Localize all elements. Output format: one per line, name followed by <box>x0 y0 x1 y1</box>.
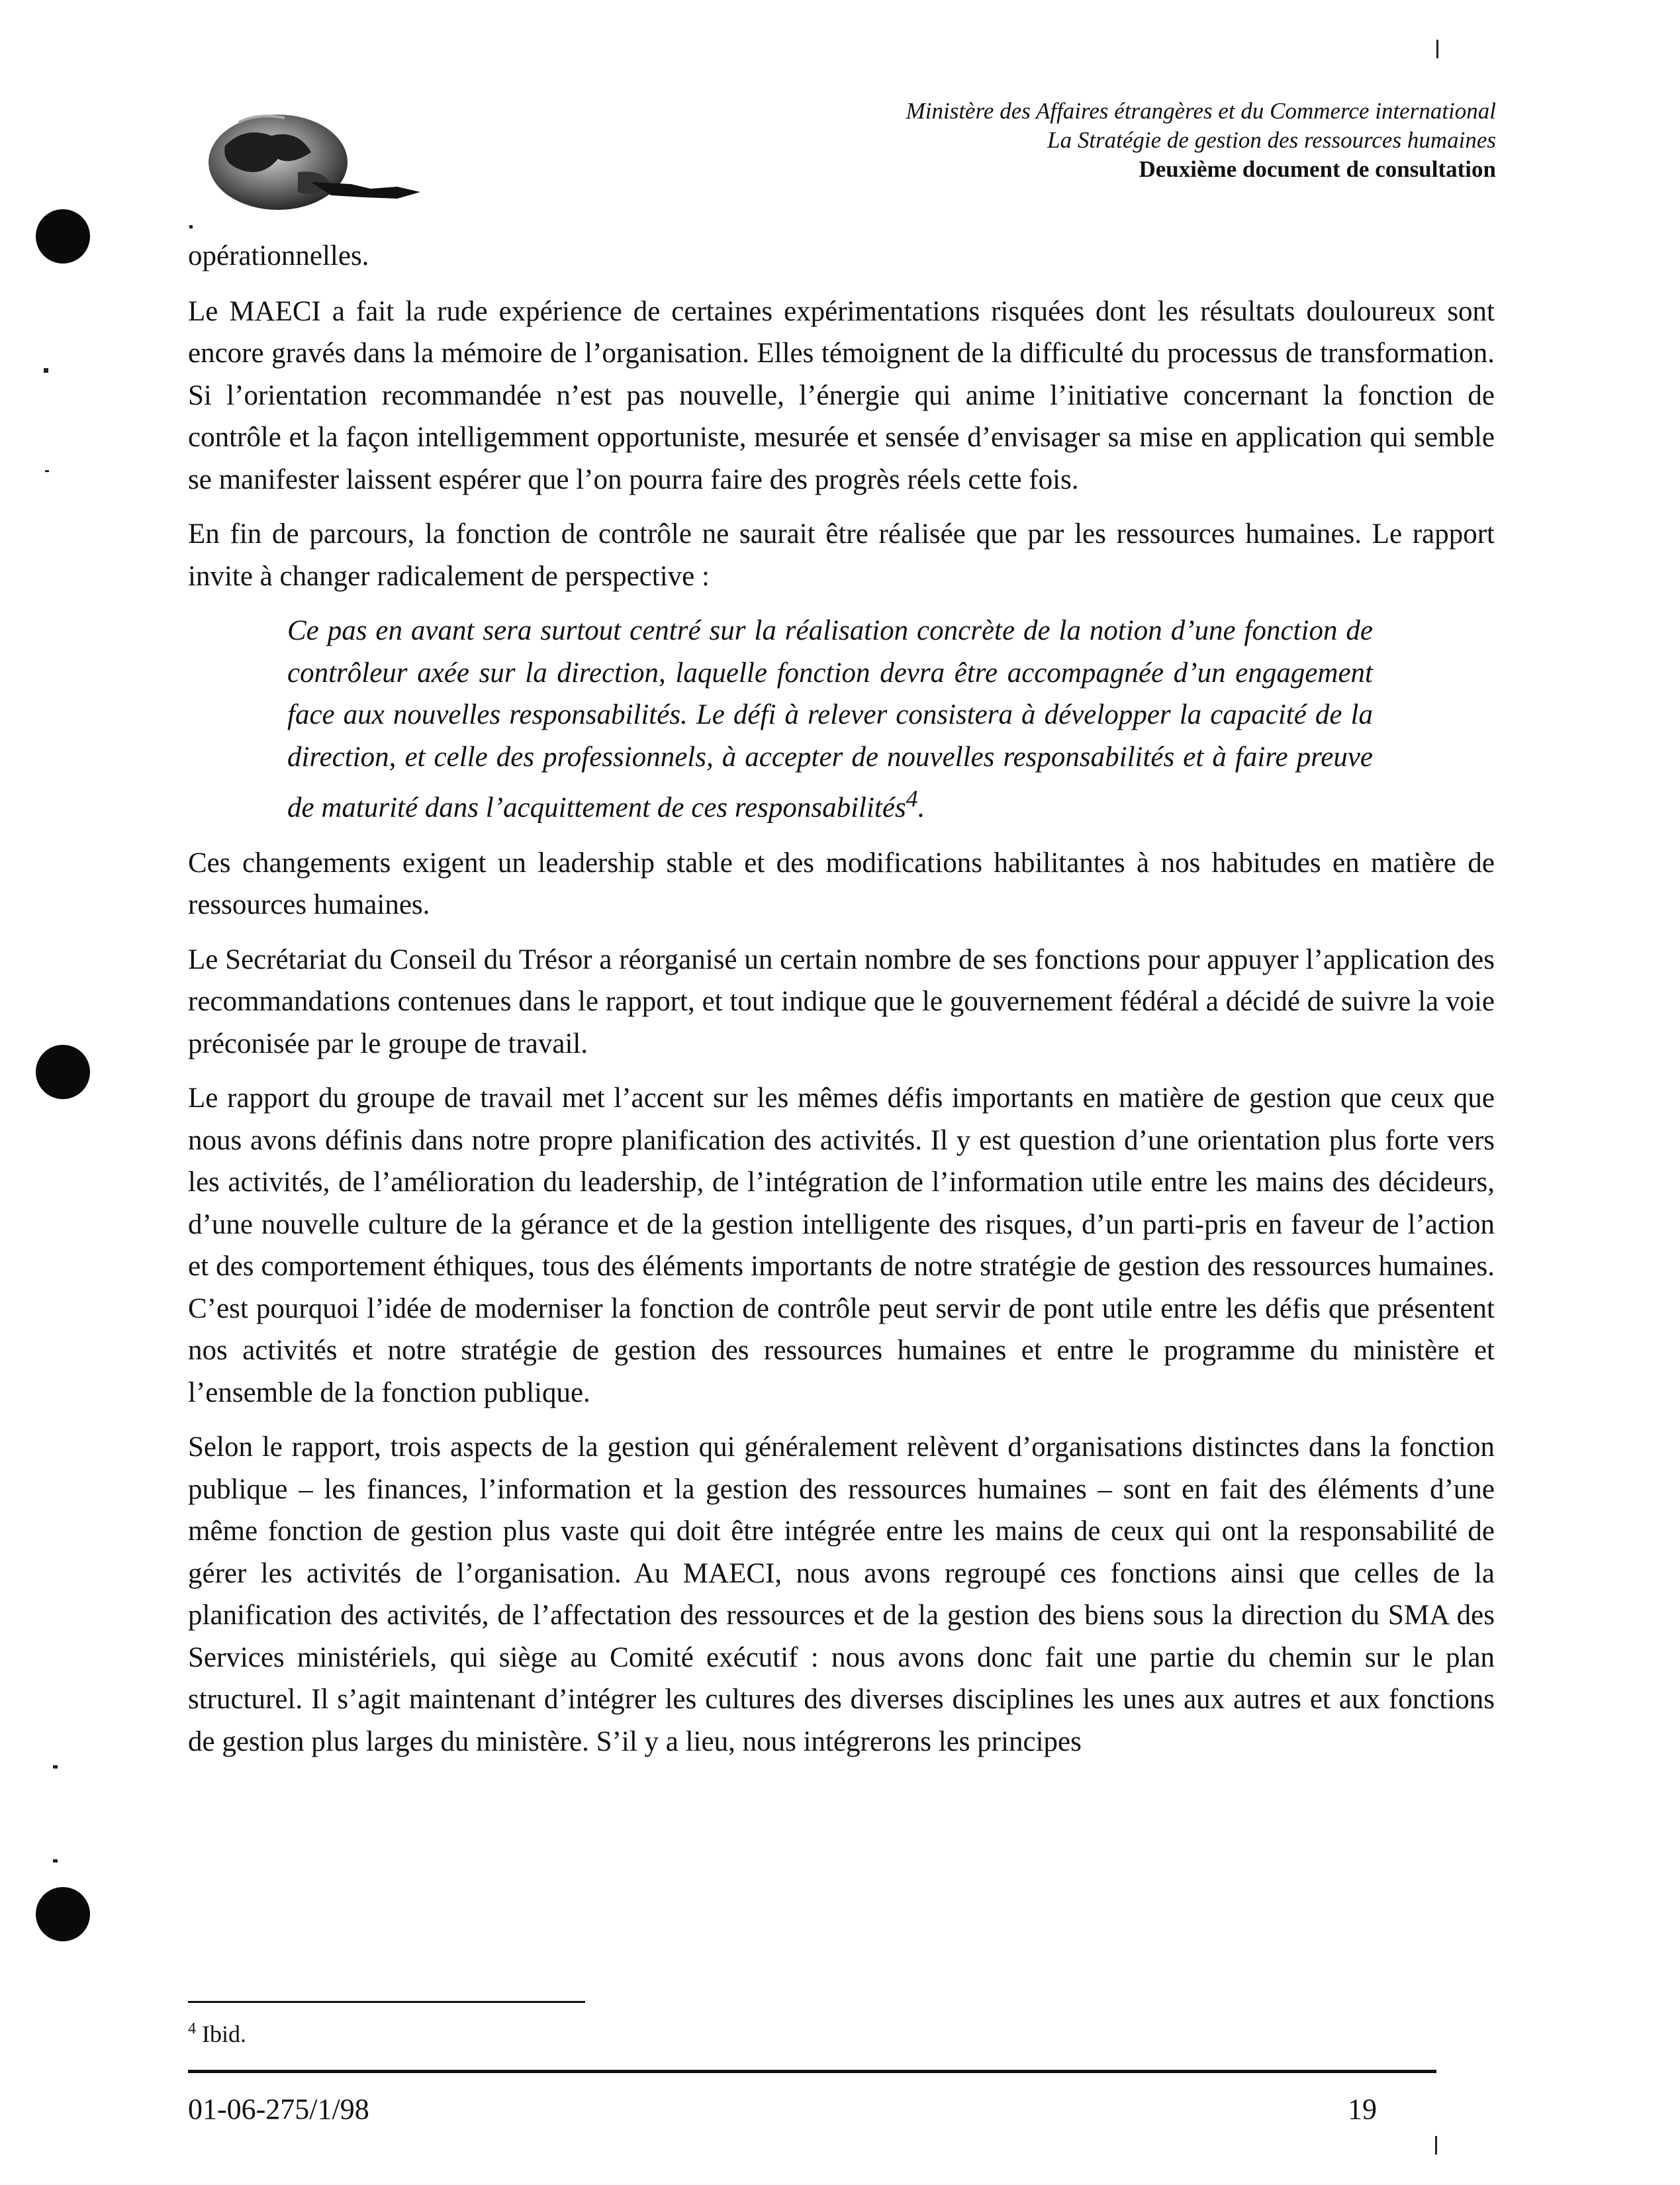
paragraph-continuation: opérationnelles. <box>188 240 369 271</box>
scan-mark <box>53 1859 58 1863</box>
footnote-number: 4 <box>188 2020 196 2037</box>
punch-hole-top <box>36 209 90 264</box>
scan-mark <box>53 1765 58 1769</box>
scan-mark <box>45 470 49 472</box>
footnote-reference[interactable]: 4 <box>906 785 918 812</box>
header-ministry: Ministère des Affaires étrangères et du Commerce international <box>906 98 1496 124</box>
scan-mark <box>189 225 193 228</box>
footnote-separator <box>188 2001 585 2003</box>
body-text <box>188 235 1495 1775</box>
paragraph: Selon le rapport, trois aspects de la gestion qui généralement relèvent d’organisations distinctes dans la fonction publique – les finances, l’information et la gestion des ressources humaines – sont en fait des éléments d’une même fonction de gestion plus vaste qui doit être intégrée entre les mains de ceux qui ont la responsabilité de gérer les activités de l’organisation. Au MAECI, nous avons regroupé ces fonctions ainsi que celles de la planification des activités, de l’affectation des ressources et de la gestion des biens sous la direction du SMA des Services ministériels, qui siège au Comité exécutif : nous avons donc fait une partie du chemin sur le plan structurel. Il s’agit maintenant d’intégrer les cultures des diverses disciplines les unes aux autres et aux fonctions de gestion plus larges du ministère. S’il y a lieu, nous intégrerons les principes <box>188 1432 1495 1757</box>
globe-logo-icon <box>199 106 450 218</box>
footnote <box>188 2013 246 2050</box>
punch-hole-bottom <box>36 1887 90 1941</box>
paragraph: En fin de parcours, la fonction de contrôle ne saurait être réalisée que par les ressources humaines. Le rapport invite à changer radicalement de perspective : <box>188 518 1495 592</box>
footer-rule <box>188 2070 1436 2073</box>
header-document-label: Deuxième document de consultation <box>1139 156 1496 182</box>
block-quote <box>287 610 1373 829</box>
paragraph: Le MAECI a fait la rude expérience de certaines expérimentations risquées dont les résultats douloureux sont encore gravés dans la mémoire de l’organisation. Elles témoignent de la difficulté du processus de transformation. Si l’orientation recommandée n’est pas nouvelle, l’énergie qui anime l’initiative concernant la fonction de contrôle et la façon intelligemment opportuniste, mesurée et sensée d’envisager sa mise en application qui semble se manifester laissent espérer que l’on pourra faire des progrès réels cette fois. <box>188 295 1495 495</box>
page-number: 19 <box>1348 2093 1377 2125</box>
paragraph: Ces changements exigent un leadership stable et des modifications habilitantes à nos habitudes en matière de ressources humaines. <box>188 847 1495 921</box>
scan-mark <box>1435 2136 1437 2155</box>
quote-end: . <box>917 792 925 824</box>
punch-hole-middle <box>36 1045 90 1099</box>
document-number: 01-06-275/1/98 <box>188 2093 369 2125</box>
scan-mark <box>1436 40 1438 58</box>
page-header <box>906 97 1496 184</box>
paragraph: Le rapport du groupe de travail met l’accent sur les mêmes défis importants en matière de gestion que ceux que nous avons définis dans notre propre planification des activités. Il y est question d’une orientation plus forte vers les activités, de l’amélioration du leadership, de l’intégration de l’information utile entre les mains des décideurs, d’une nouvelle culture de la gérance et de la gestion intelligente des risques, d’un parti-pris en faveur de l’action et des comportement éthiques, tous des éléments importants de notre stratégie de gestion des ressources humaines. C’est pourquoi l’idée de moderniser la fonction de contrôle peut servir de pont utile entre les défis que présentent nos activités et notre stratégie de gestion des ressources humaines et entre le programme du ministère et l’ensemble de la fonction publique. <box>188 1083 1495 1408</box>
header-strategy-title: La Stratégie de gestion des ressources humaines <box>1047 127 1496 153</box>
footnote-text: Ibid. <box>196 2021 246 2047</box>
scan-mark <box>44 368 48 373</box>
paragraph: Le Secrétariat du Conseil du Trésor a réorganisé un certain nombre de ses fonctions pour appuyer l’application des recommandations contenues dans le rapport, et tout indique que le gouvernement fédéral a décidé de suivre la voie préconisée par le groupe de travail. <box>188 944 1495 1059</box>
quote-text: Ce pas en avant sera surtout centré sur la réalisation concrète de la notion d’une fonction de contrôleur axée sur la direction, laquelle fonction devra être accompagnée d’un engagement face aux nouvelles responsabilités. Le défi à relever consistera à développer la capacité de la direction, et celle des professionnels, à accepter de nouvelles responsabilités et à faire preuve de maturité dans l’acquittement de ces responsabilités <box>287 615 1373 824</box>
